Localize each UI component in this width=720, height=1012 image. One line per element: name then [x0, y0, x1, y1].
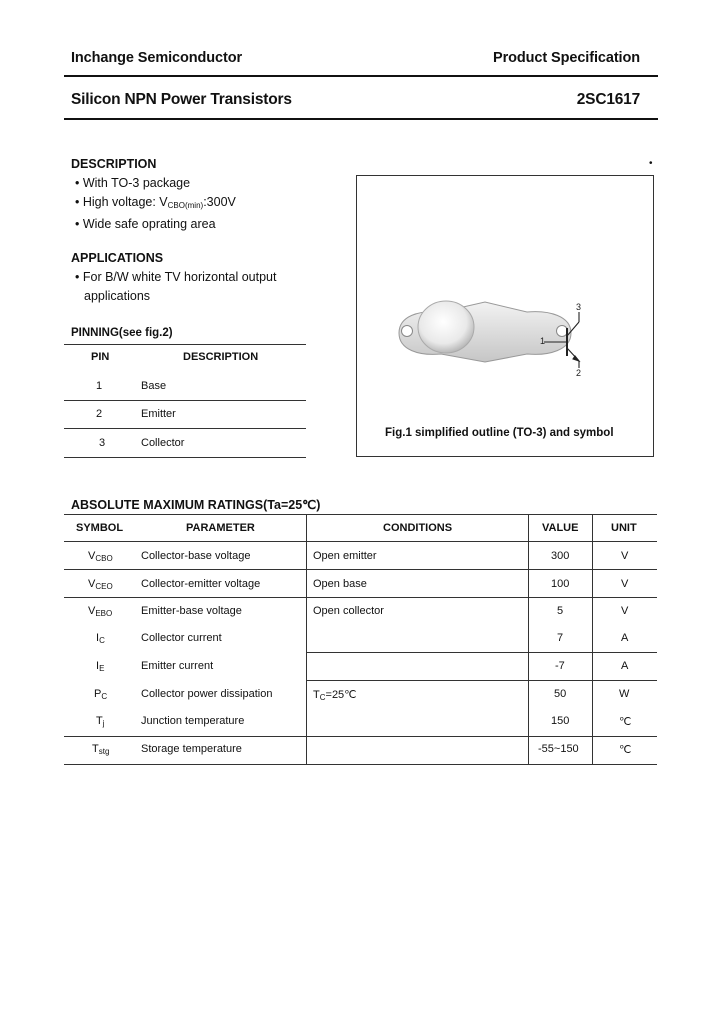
rating-symbol: $T_{stg}$ [92, 743, 110, 756]
pinning-row-rule [64, 400, 306, 401]
company-name: Inchange Semiconductor [71, 50, 243, 66]
document-type: Product Specification [493, 50, 640, 66]
rating-symbol: $P_C$ [94, 688, 108, 701]
product-line: Silicon NPN Power Transistors [71, 91, 292, 108]
pin-number: 2 [96, 408, 103, 420]
rating-unit: ℃ [619, 716, 632, 728]
ratings-title: ABSOLUTE MAXIMUM RATINGS(Ta=25℃) [71, 498, 321, 512]
rating-unit: V [621, 550, 629, 562]
rating-value: 7 [557, 632, 564, 644]
ratings-header-unit: UNIT [611, 522, 637, 534]
rating-value: 5 [557, 605, 564, 617]
pinning-title: PINNING(see fig.2) [71, 327, 173, 339]
rating-unit: ℃ [619, 744, 632, 756]
ratings-row-rule [306, 680, 657, 681]
description-list [75, 174, 236, 234]
description-item: • Wide safe oprating area [75, 217, 216, 231]
rating-unit: V [621, 578, 629, 590]
rating-parameter: Storage temperature [141, 743, 242, 755]
rating-parameter: Emitter-base voltage [141, 605, 242, 617]
rating-condition: $T_C=25℃$ [313, 689, 357, 702]
mounting-hole-right [557, 326, 568, 337]
col-separator [528, 514, 529, 764]
rating-parameter: Collector current [141, 632, 222, 644]
rating-parameter: Collector power dissipation [141, 688, 273, 700]
rating-unit: A [621, 660, 629, 672]
rating-symbol: $T_j$ [96, 715, 105, 728]
pinning-header-description: DESCRIPTION [183, 351, 259, 363]
ratings-header-symbol: SYMBOL [76, 522, 124, 534]
figure-box [356, 175, 654, 457]
pin1-label: 1 [540, 336, 546, 346]
pin2-label: 2 [576, 368, 582, 378]
pin-description: Base [141, 380, 167, 392]
bullet-dot: • [649, 158, 653, 169]
pinning-rule-bottom [64, 457, 306, 458]
rating-symbol: $V_{CEO}$ [88, 578, 113, 591]
applications-title: APPLICATIONS [71, 251, 164, 265]
package-cap [418, 301, 474, 353]
rating-symbol: $I_E$ [96, 660, 105, 673]
ratings-header-value: VALUE [542, 522, 579, 534]
ratings-rule-bottom [64, 764, 657, 765]
mounting-hole-left [402, 326, 413, 337]
rating-condition: Open base [313, 578, 367, 590]
ratings-row-rule [64, 569, 657, 570]
rating-unit: W [619, 688, 630, 700]
rating-condition: Open emitter [313, 550, 377, 562]
ratings-header-rule [64, 541, 657, 542]
ratings-row-rule [64, 736, 657, 737]
ratings-rule-top [64, 514, 657, 515]
rating-unit: V [621, 605, 629, 617]
pin3-label: 3 [576, 302, 582, 312]
rating-parameter: Collector-base voltage [141, 550, 251, 562]
to3-package-outline [357, 176, 653, 456]
pin-description: Emitter [141, 408, 176, 420]
rating-symbol: $I_C$ [96, 632, 105, 645]
rating-parameter: Junction temperature [141, 715, 245, 727]
rating-symbol: $V_{CBO}$ [88, 550, 113, 563]
application-item-cont: applications [84, 289, 151, 303]
rating-value: 100 [551, 578, 570, 590]
pinning-row-rule [64, 428, 306, 429]
description-item: • High voltage: $V_{CBO(min)}:300V$ [75, 195, 236, 210]
rating-value: 50 [554, 688, 567, 700]
ratings-header-parameter: PARAMETER [186, 522, 255, 534]
rating-value: -55~150 [538, 743, 579, 755]
rating-value: -7 [555, 660, 565, 672]
description-item: • With TO-3 package [75, 176, 191, 190]
pinning-rule-top [64, 344, 306, 345]
rating-condition: Open collector [313, 605, 384, 617]
rating-unit: A [621, 632, 629, 644]
application-item: • For B/W white TV horizontal output [75, 270, 277, 284]
header-rule-top [64, 75, 658, 77]
ratings-row-rule [64, 597, 657, 598]
applications-list [75, 268, 276, 306]
pin-number: 1 [96, 380, 103, 392]
pinning-header-pin: PIN [91, 351, 110, 363]
figure-caption: Fig.1 simplified outline (TO-3) and symbol [385, 427, 614, 439]
header-rule-bottom [64, 118, 658, 120]
ratings-row-rule [306, 652, 657, 653]
part-number: 2SC1617 [576, 91, 640, 108]
col-separator [306, 514, 307, 764]
ratings-header-conditions: CONDITIONS [383, 522, 453, 534]
rating-value: 150 [551, 715, 570, 727]
col-separator [592, 514, 593, 764]
pin-description: Collector [141, 437, 185, 449]
rating-parameter: Collector-emitter voltage [141, 578, 261, 590]
pin-number: 3 [99, 437, 106, 449]
rating-symbol: $V_{EBO}$ [88, 605, 113, 618]
rating-value: 300 [551, 550, 570, 562]
rating-parameter: Emitter current [141, 660, 214, 672]
description-title: DESCRIPTION [71, 157, 157, 171]
